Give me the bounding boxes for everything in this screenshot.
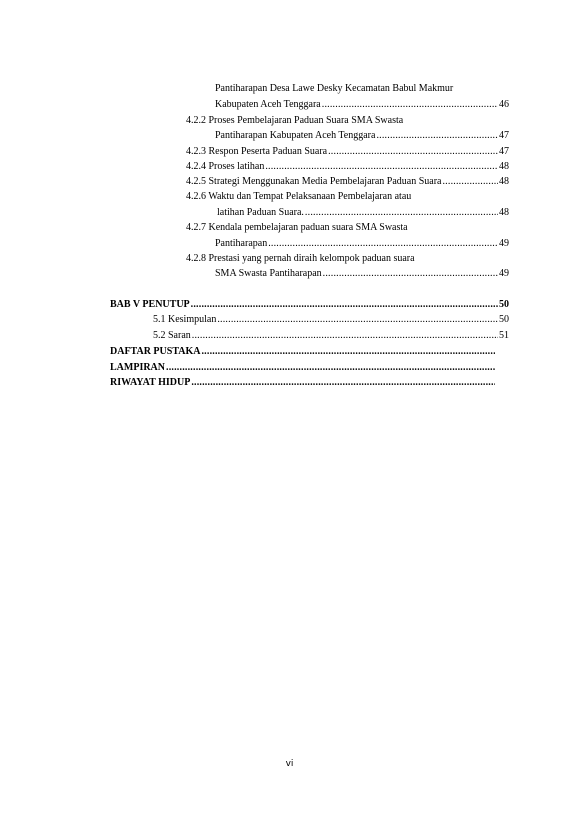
toc-entry-title: DAFTAR PUSTAKA <box>110 346 201 357</box>
toc-line: 4.2.6 Waktu dan Tempat Pelaksanaan Pembelajaran atau <box>186 191 412 202</box>
toc-entry <box>186 176 509 188</box>
toc-entry-title: BAB V PENUTUP <box>110 299 190 310</box>
toc-entry-page: 51 <box>499 330 509 341</box>
dot-leader <box>191 377 495 389</box>
toc-entry <box>215 130 509 142</box>
toc-entry-page: 47 <box>499 130 509 141</box>
toc-entry <box>186 146 509 158</box>
toc-entry-page: 49 <box>499 268 509 279</box>
page-number: vi <box>285 759 294 769</box>
toc-entry-page: 47 <box>499 146 509 157</box>
dot-leader <box>442 176 498 188</box>
dot-leader <box>328 146 498 158</box>
dot-leader <box>191 299 498 311</box>
toc-entry <box>215 99 509 111</box>
toc-line: Pantiharapan Desa Lawe Desky Kecamatan Babul Makmur <box>215 83 454 94</box>
toc-entry-page: 49 <box>499 238 509 249</box>
toc-entry-title: Pantiharapan <box>215 238 268 249</box>
toc-entry <box>215 238 509 250</box>
dot-leader <box>192 330 498 342</box>
toc-entry-title: LAMPIRAN <box>110 362 165 373</box>
toc-riwayat-hidup <box>110 377 496 389</box>
dot-leader <box>323 268 498 280</box>
toc-daftar-pustaka <box>110 346 496 358</box>
toc-entry <box>217 207 509 219</box>
toc-entry-page: 50 <box>499 314 509 325</box>
dot-leader <box>201 346 495 358</box>
toc-entry <box>215 268 509 280</box>
dot-leader <box>376 130 498 142</box>
toc-chapter-bab-5 <box>110 299 509 311</box>
toc-line: 4.2.2 Proses Pembelajaran Paduan Suara SMA Swasta <box>186 115 404 126</box>
toc-entry <box>153 330 509 342</box>
toc-entry-page: 48 <box>499 176 509 187</box>
toc-entry-page: 48 <box>499 207 509 218</box>
dot-leader <box>322 99 498 111</box>
toc-entry-title: 4.2.3 Respon Peserta Paduan Suara <box>186 146 328 157</box>
dot-leader <box>217 314 498 326</box>
toc-line: 4.2.8 Prestasi yang pernah diraih kelompok paduan suara <box>186 253 415 264</box>
toc-entry-page: 48 <box>499 161 509 172</box>
toc-entry-page: 46 <box>499 99 509 110</box>
toc-entry <box>186 161 509 173</box>
toc-entry-page: 50 <box>499 299 509 310</box>
dot-leader <box>268 238 498 250</box>
toc-entry-title: RIWAYAT HIDUP <box>110 377 191 388</box>
toc-entry-title: 4.2.5 Strategi Menggunakan Media Pembelajaran Paduan Suara <box>186 176 442 187</box>
dot-leader <box>265 161 498 173</box>
dot-leader <box>305 207 498 219</box>
toc-entry-title: 5.1 Kesimpulan <box>153 314 217 325</box>
toc-entry-title: 4.2.4 Proses latihan <box>186 161 265 172</box>
toc-entry-title: Kabupaten Aceh Tenggara <box>215 99 321 110</box>
toc-entry <box>153 314 509 326</box>
dot-leader <box>166 362 495 374</box>
toc-entry-title: latihan Paduan Suara. <box>217 207 304 218</box>
toc-entry-title: Pantiharapan Kabupaten Aceh Tenggara <box>215 130 376 141</box>
toc-line: 4.2.7 Kendala pembelajaran paduan suara SMA Swasta <box>186 222 408 233</box>
toc-entry-title: SMA Swasta Pantiharapan <box>215 268 322 279</box>
toc-lampiran <box>110 362 496 374</box>
toc-entry-title: 5.2 Saran <box>153 330 191 341</box>
